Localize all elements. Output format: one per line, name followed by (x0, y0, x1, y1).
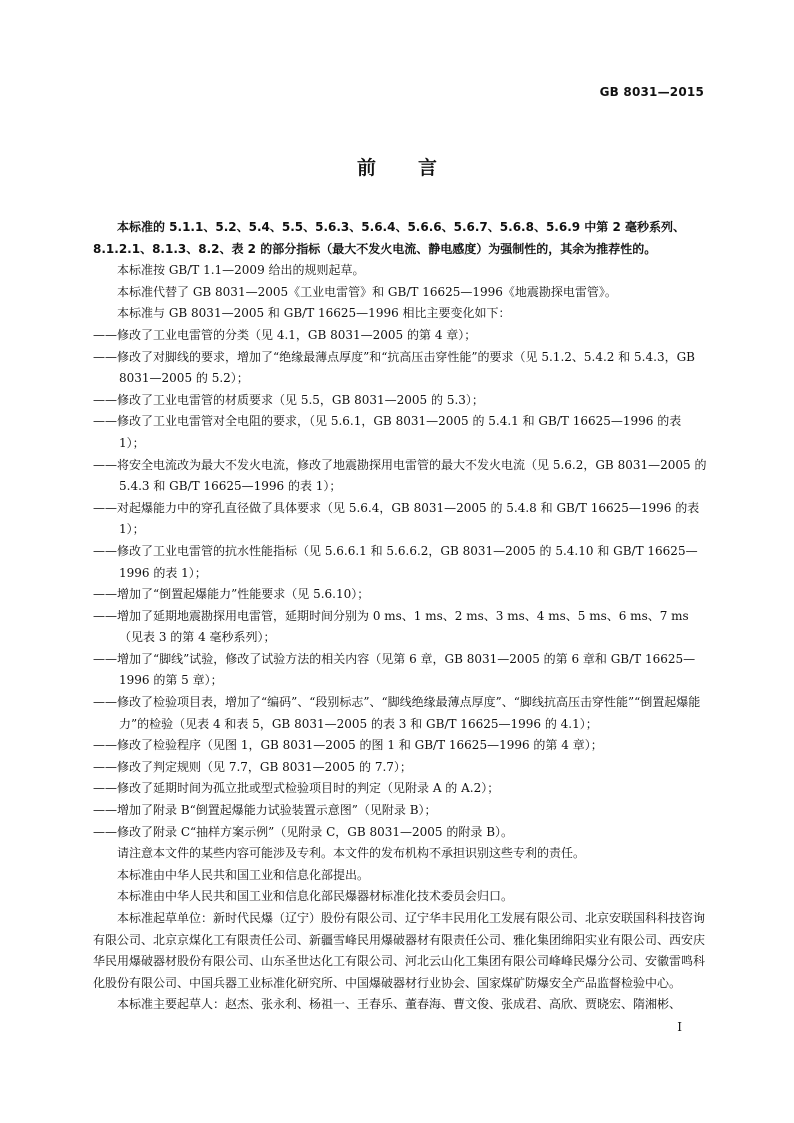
change-item: ——修改了工业电雷管的分类（见 4.1，GB 8031—2005 的第 4 章）； (93, 327, 477, 342)
change-item: ——增加了“脚线”试验，修改了试验方法的相关内容（见第 6 章，GB 8031—2005 的第 6 章和 GB/T 16625—1996 的第 5 章）； (93, 651, 696, 688)
page-title: 前言 (356, 157, 479, 179)
drafters-paragraph: 本标准主要起草人：赵杰、张永利、杨祖一、王春乐、董春海、曹文俊、张成君、高欣、贾晓宏、隋湘彬、 (117, 997, 682, 1012)
change-item: ——将安全电流改为最大不发火电流，修改了地震勘探用电雷管的最大不发火电流（见 5.6.2，GB 8031—2005 的 5.4.3 和 GB/T 16625—1996 的表 1）； (93, 457, 707, 494)
change-item: ——修改了检验程序（见图 1，GB 8031—2005 的图 1 和 GB/T 16625—1996 的第 4 章）； (93, 738, 603, 753)
drafting-rule-paragraph: 本标准按 GB/T 1.1—2009 给出的规则起草。 (117, 263, 365, 278)
patent-notice-paragraph: 请注意本文件的某些内容可能涉及专利。本文件的发布机构不承担识别这些专利的责任。 (117, 846, 586, 861)
change-item: ——增加了“倒置起爆能力”性能要求（见 5.6.10）； (93, 587, 370, 602)
change-item: ——修改了检验项目表，增加了“编码”、“段别标志”、“脚线绝缘最薄点厚度”、“脚线抗高压击穿性能”“倒置起爆能力”的检验（见表 4 和表 5，GB 8031—2005 的表 3 和 GB/T 16625—1996 的 4.1）； (93, 695, 701, 731)
document-body (93, 217, 707, 1016)
change-item: ——修改了延期时间为孤立批或型式检验项目时的判定（见附录 A 的 A.2）； (93, 781, 500, 796)
change-item: ——对起爆能力中的穿孔直径做了具体要求（见 5.6.4，GB 8031—2005 的 5.4.8 和 GB/T 16625—1996 的表 1）； (93, 500, 700, 537)
changes-intro-paragraph: 本标准与 GB 8031—2005 和 GB/T 16625—1996 相比主要变化如下： (117, 306, 511, 321)
proposer-paragraph: 本标准由中华人民共和国工业和信息化部提出。 (117, 867, 370, 882)
mandatory-clause-paragraph: 本标准的 5.1.1、5.2、5.4、5.5、5.6.3、5.6.4、5.6.6、5.6.7、5.6.8、5.6.9 中第 2 毫秒系列、8.1.2.1、8.1.3、8.2、表 2 的部分指标（最大不发火电流、静电感度）为强制性的，其余为推荐性的。 (93, 220, 685, 256)
committee-paragraph: 本标准由中华人民共和国工业和信息化部民爆器材标准化技术委员会归口。 (117, 889, 514, 904)
replacement-paragraph: 本标准代替了 GB 8031—2005《工业电雷管》和 GB/T 16625—1996《地震勘探电雷管》。 (117, 284, 617, 299)
change-item: ——增加了延期地震勘探用电雷管，延期时间分别为 0 ms、1 ms、2 ms、3 ms、4 ms、5 ms、6 ms、7 ms（见表 3 的第 4 毫秒系列）； (93, 608, 689, 645)
drafting-units-paragraph: 本标准起草单位：新时代民爆（辽宁）股份有限公司、辽宁华丰民用化工发展有限公司、北京安联国科科技咨询有限公司、北京京煤化工有限责任公司、新疆雪峰民用爆破器材有限责任公司、雅化集团绵阳实业有限公司、西安庆华民用爆破器材股份有限公司、山东圣世达化工有限公司、河北云山化工集团有限公司峰峰民爆分公司、安徽雷鸣科化股份有限公司、中国兵器工业标准化研究所、中国爆破器材行业协会、国家煤矿防爆安全产品监督检验中心。 (93, 911, 706, 990)
standard-code: GB 8031—2015 (599, 85, 704, 99)
change-item: ——修改了判定规则（见 7.7，GB 8031—2005 的 7.7）； (93, 759, 412, 774)
change-item: ——修改了工业电雷管的抗水性能指标（见 5.6.6.1 和 5.6.6.2，GB 8031—2005 的 5.4.10 和 GB/T 16625—1996 的表 1）； (93, 543, 698, 580)
page-number: I (677, 1020, 682, 1034)
change-item: ——修改了对脚线的要求，增加了“绝缘最薄点厚度”和“抗高压击穿性能”的要求（见 5.1.2、5.4.2 和 5.4.3，GB 8031—2005 的 5.2）； (93, 349, 695, 386)
change-item: ——修改了附录 C“抽样方案示例”（见附录 C，GB 8031—2005 的附录 B）。 (93, 824, 514, 839)
change-item: ——修改了工业电雷管的材质要求（见 5.5，GB 8031—2005 的 5.3）； (93, 392, 484, 407)
change-item: ——修改了工业电雷管对全电阻的要求，（见 5.6.1，GB 8031—2005 的 5.4.1 和 GB/T 16625—1996 的表 1）； (93, 414, 682, 450)
changes-list (93, 325, 707, 843)
change-item: ——增加了附录 B“倒置起爆能力试验装置示意图”（见附录 B）； (93, 803, 437, 818)
